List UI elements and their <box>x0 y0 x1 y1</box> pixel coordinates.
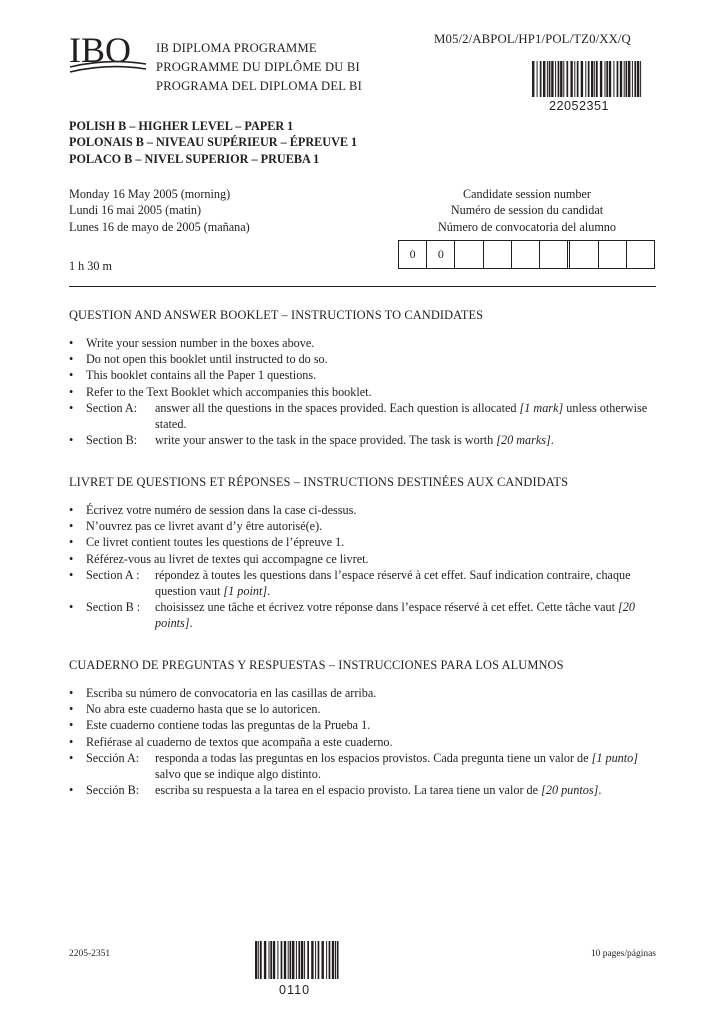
session-label-es: Número de convocatoria del alumno <box>437 219 616 234</box>
title-en: POLISH B – HIGHER LEVEL – PAPER 1 <box>69 119 294 133</box>
spanish-heading: CUADERNO DE PREGUNTAS Y RESPUESTAS – INSTRUCCIONES PARA LOS ALUMNOS <box>69 658 564 672</box>
section-a-instruction: • Section A : répondez à toutes les questions dans l’espace réservé à cet effet. Sauf indication contraire, chaque question vaut [1 point]. <box>69 567 631 599</box>
barcode-bottom-number: 0110 <box>279 983 311 997</box>
barcode-bottom <box>255 941 339 979</box>
spanish-instructions <box>69 685 659 798</box>
paper-titles <box>69 118 357 167</box>
session-number-boxes <box>398 240 655 269</box>
list-item: • Refiérase al cuaderno de textos que acompaña a este cuaderno. <box>69 734 393 749</box>
list-item: • Ce livret contient toutes les questions de l’épreuve 1. <box>69 535 345 550</box>
list-item: • Escriba su número de convocatoria en las casillas de arriba. <box>69 686 377 700</box>
programme-line-en: IB DIPLOMA PROGRAMME <box>156 41 317 55</box>
exam-duration: 1 h 30 m <box>69 259 112 273</box>
section-b-instruction: • Sección B: escriba su respuesta a la tarea en el espacio provisto. La tarea tiene un valor de [20 puntos]. <box>69 783 602 798</box>
list-item: • Do not open this booklet until instructed to do so. <box>69 352 328 367</box>
french-instructions <box>69 502 659 632</box>
list-item: • N’ouvrez pas ce livret avant d’y être autorisé(e). <box>69 519 323 534</box>
section-a-instruction: • Section A: answer all the questions in the spaces provided. Each question is allocated [1 mark] unless otherwise stated. <box>69 400 648 432</box>
session-digit-box[interactable] <box>484 241 512 268</box>
programme-line-fr: PROGRAMME DU DIPLÔME DU BI <box>156 60 360 74</box>
date-es: Lunes 16 de mayo de 2005 (mañana) <box>69 219 250 234</box>
session-label-fr: Numéro de session du candidat <box>450 203 604 218</box>
title-es: POLACO B – NIVEL SUPERIOR – PRUEBA 1 <box>69 151 320 166</box>
english-heading: QUESTION AND ANSWER BOOKLET – INSTRUCTIONS TO CANDIDATES <box>69 308 484 322</box>
section-b-instruction: • Section B : choisissez une tâche et écrivez votre réponse dans l’espace réservé à cet effet. Cette tâche vaut [20 points]. <box>69 600 635 631</box>
list-item: • Este cuaderno contiene todas las preguntas de la Prueba 1. <box>69 718 371 733</box>
programme-names <box>156 39 362 96</box>
list-item: • Référez-vous au livret de textes qui accompagne ce livret. <box>69 551 369 566</box>
page-count: 10 pages/páginas <box>590 949 656 959</box>
list-item: • No abra este cuaderno hasta que se lo autoricen. <box>69 702 321 717</box>
ibo-logo-mark <box>68 34 148 78</box>
title-fr: POLONAIS B – NIVEAU SUPÉRIEUR – ÉPREUVE 1 <box>69 135 358 150</box>
session-digit-box[interactable] <box>455 241 483 268</box>
ibo-logo <box>68 34 148 78</box>
programme-line-es: PROGRAMA DEL DIPLOMA DEL BI <box>156 79 362 93</box>
date-fr: Lundi 16 mai 2005 (matin) <box>69 203 202 218</box>
section-b-instruction: • Section B: write your answer to the task in the space provided. The task is worth [20 marks]. <box>69 433 554 448</box>
ibo-logo-text: IBO <box>69 34 131 70</box>
date-en: Monday 16 May 2005 (morning) <box>69 187 231 201</box>
exam-dates <box>69 186 250 235</box>
section-a-instruction: • Sección A: responda a todas las preguntas en los espacios provistos. Cada pregunta tiene un valor de [1 punto] salvo que se indique algo distinto. <box>69 750 638 782</box>
french-heading: LIVRET DE QUESTIONS ET RÉPONSES – INSTRUCTIONS DESTINÉES AUX CANDIDATS <box>69 475 569 489</box>
session-digit-box[interactable]: 0 <box>399 241 427 268</box>
divider <box>69 286 656 287</box>
list-item: • Refer to the Text Booklet which accompanies this booklet. <box>69 384 372 399</box>
session-digit-box[interactable] <box>512 241 540 268</box>
english-instructions <box>69 335 659 448</box>
barcode-top <box>532 61 644 97</box>
list-item: • Écrivez votre numéro de session dans la case ci-dessus. <box>69 503 357 517</box>
list-item: • This booklet contains all the Paper 1 questions. <box>69 368 317 383</box>
session-digit-box[interactable] <box>540 241 570 268</box>
session-labels <box>398 186 656 235</box>
session-digit-box[interactable] <box>599 241 627 268</box>
paper-code: M05/2/ABPOL/HP1/POL/TZ0/XX/Q <box>434 32 631 46</box>
session-digit-box[interactable] <box>627 241 654 268</box>
session-digit-box[interactable]: 0 <box>427 241 455 268</box>
list-item: • Write your session number in the boxes above. <box>69 336 315 350</box>
footer-code: 2205-2351 <box>69 949 111 959</box>
session-digit-box[interactable] <box>570 241 598 268</box>
barcode-top-number: 22052351 <box>549 99 610 113</box>
session-label-en: Candidate session number <box>463 187 591 201</box>
